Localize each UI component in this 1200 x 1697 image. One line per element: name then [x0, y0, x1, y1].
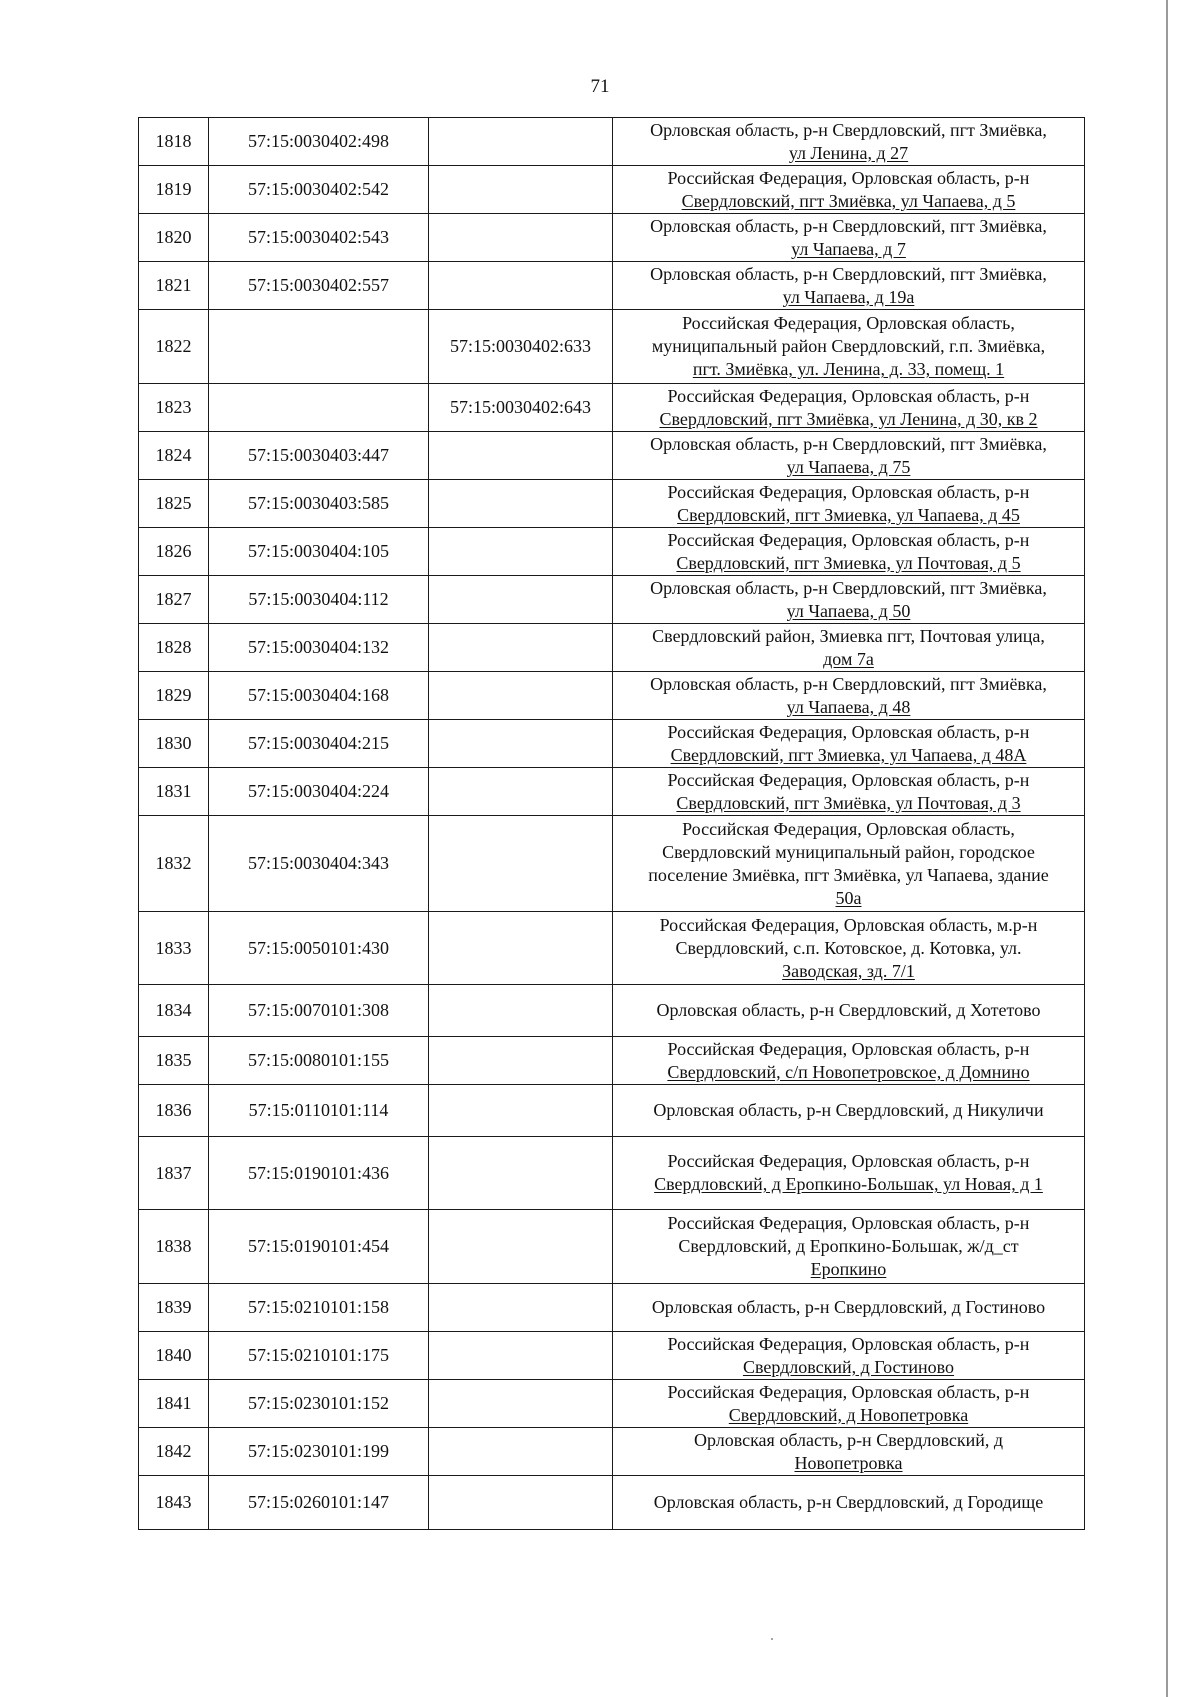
scan-speck: [771, 1638, 773, 1640]
address-line: Орловская область, р-н Свердловский, пгт Змиёвка,: [650, 119, 1047, 140]
address-cell: [613, 624, 1085, 672]
address-line: ул Чапаева, д 50: [786, 600, 911, 621]
cadastral-number-secondary: [429, 1380, 613, 1428]
cadastral-number-secondary: [429, 214, 613, 262]
page-edge-rule: [1166, 0, 1168, 1697]
row-number: 1822: [139, 310, 209, 384]
row-number: 1819: [139, 166, 209, 214]
cadastral-number: 57:15:0030402:542: [209, 166, 429, 214]
address-line: 50а: [835, 887, 862, 908]
address-line: Российская Федерация, Орловская область, р-н: [667, 769, 1030, 790]
table-row: [139, 214, 1085, 262]
address-line: Орловская область, р-н Свердловский, пгт Змиёвка,: [650, 433, 1047, 454]
address-cell: [613, 118, 1085, 166]
cadastral-number: 57:15:0210101:175: [209, 1332, 429, 1380]
address-line: Российская Федерация, Орловская область, р-н: [667, 1151, 1030, 1171]
cadastral-number: 57:15:0190101:454: [209, 1210, 429, 1284]
row-number: 1831: [139, 768, 209, 816]
address-line: Российская Федерация, Орловская область,: [682, 313, 1015, 333]
table-row: [139, 1332, 1085, 1380]
row-number: 1824: [139, 432, 209, 480]
address-line: Свердловский, пгт Змиёвка, ул Чапаева, д 5: [681, 190, 1016, 211]
address-line: Орловская область, р-н Свердловский, д Хотетово: [656, 1000, 1041, 1020]
cadastral-number-secondary: [429, 118, 613, 166]
row-number: 1818: [139, 118, 209, 166]
cadastral-number-secondary: [429, 432, 613, 480]
cadastral-number: 57:15:0030404:168: [209, 672, 429, 720]
cadastral-number: 57:15:0030404:112: [209, 576, 429, 624]
table-row: [139, 624, 1085, 672]
cadastral-number-secondary: [429, 720, 613, 768]
row-number: 1833: [139, 912, 209, 985]
cadastral-number-secondary: [429, 1210, 613, 1284]
table-row: [139, 1284, 1085, 1332]
address-line: Орловская область, р-н Свердловский, д: [693, 1429, 1004, 1450]
address-line: дом 7а: [823, 648, 874, 669]
table-row: [139, 816, 1085, 912]
table-row: [139, 1137, 1085, 1210]
row-number: 1828: [139, 624, 209, 672]
cadastral-number-secondary: [429, 576, 613, 624]
row-number: 1820: [139, 214, 209, 262]
address-line: Орловская область, р-н Свердловский, пгт Змиёвка,: [650, 263, 1047, 284]
address-line: Орловская область, р-н Свердловский, д Гостиново: [651, 1297, 1046, 1317]
address-cell: [613, 720, 1085, 768]
table-row: [139, 1428, 1085, 1476]
row-number: 1836: [139, 1085, 209, 1137]
address-line: Российская Федерация, Орловская область, р-н: [667, 721, 1030, 742]
cadastral-number: 57:15:0230101:152: [209, 1380, 429, 1428]
table-row: [139, 1380, 1085, 1428]
address-line: пгт. Змиёвка, ул. Ленина, д. 33, помещ. 1: [692, 359, 1005, 379]
row-number: 1830: [139, 720, 209, 768]
cadastral-number: 57:15:0260101:147: [209, 1476, 429, 1530]
address-cell: [613, 912, 1085, 985]
row-number: 1826: [139, 528, 209, 576]
table-row: [139, 480, 1085, 528]
address-line: ул Ленина, д 27: [788, 142, 909, 163]
cadastral-number-secondary: [429, 912, 613, 985]
table-row: [139, 1085, 1085, 1137]
table-row: [139, 912, 1085, 985]
address-line: Российская Федерация, Орловская область, р-н: [667, 1038, 1030, 1059]
cadastral-number-secondary: 57:15:0030402:633: [429, 310, 613, 384]
row-number: 1841: [139, 1380, 209, 1428]
table-row: [139, 985, 1085, 1037]
address-cell: [613, 1137, 1085, 1210]
cadastral-number: 57:15:0210101:158: [209, 1284, 429, 1332]
cadastral-number-secondary: [429, 816, 613, 912]
cadastral-number: 57:15:0030403:447: [209, 432, 429, 480]
table-row: [139, 310, 1085, 384]
cadastral-number: 57:15:0030403:585: [209, 480, 429, 528]
cadastral-number-secondary: [429, 1284, 613, 1332]
address-cell: [613, 262, 1085, 310]
cadastral-number: 57:15:0030402:498: [209, 118, 429, 166]
row-number: 1843: [139, 1476, 209, 1530]
row-number: 1825: [139, 480, 209, 528]
address-line: Свердловский, пгт Змиёвка, ул Ленина, д 30, кв 2: [659, 408, 1038, 429]
table-row: [139, 384, 1085, 432]
row-number: 1823: [139, 384, 209, 432]
cadastral-number-secondary: [429, 624, 613, 672]
address-line: Российская Федерация, Орловская область, р-н: [667, 529, 1030, 550]
address-cell: [613, 985, 1085, 1037]
cadastral-number-secondary: [429, 1085, 613, 1137]
address-cell: [613, 384, 1085, 432]
address-line: ул Чапаева, д 75: [786, 456, 911, 477]
address-line: Российская Федерация, Орловская область, р-н: [667, 1213, 1030, 1233]
address-cell: [613, 768, 1085, 816]
address-line: Свердловский, с.п. Котовское, д. Котовка, ул.: [675, 937, 1022, 958]
address-line: Российская Федерация, Орловская область, р-н: [667, 385, 1030, 406]
table-row: [139, 672, 1085, 720]
cadastral-number: 57:15:0230101:199: [209, 1428, 429, 1476]
cadastral-number: 57:15:0030402:557: [209, 262, 429, 310]
row-number: 1838: [139, 1210, 209, 1284]
address-cell: [613, 310, 1085, 384]
address-line: Российская Федерация, Орловская область,: [682, 818, 1015, 839]
table-row: [139, 118, 1085, 166]
cadastral-number: 57:15:0030404:105: [209, 528, 429, 576]
address-line: Свердловский, д Еропкино-Большак, ж/д_ст: [678, 1236, 1019, 1256]
address-cell: [613, 1085, 1085, 1137]
table-row: [139, 576, 1085, 624]
cadastral-number: 57:15:0080101:155: [209, 1037, 429, 1085]
table-row: [139, 262, 1085, 310]
cadastral-number: [209, 310, 429, 384]
cadastral-number-secondary: [429, 262, 613, 310]
table-row: [139, 166, 1085, 214]
cadastral-number-secondary: [429, 1137, 613, 1210]
cadastral-number: 57:15:0030404:215: [209, 720, 429, 768]
address-line: Свердловский район, Змиевка пгт, Почтовая улица,: [652, 625, 1045, 646]
cadastral-table: [138, 117, 1085, 1530]
address-line: Орловская область, р-н Свердловский, пгт Змиёвка,: [650, 673, 1047, 694]
cadastral-number-secondary: [429, 768, 613, 816]
address-cell: [613, 1284, 1085, 1332]
cadastral-number-secondary: [429, 166, 613, 214]
address-line: Российская Федерация, Орловская область, р-н: [667, 167, 1030, 188]
row-number: 1837: [139, 1137, 209, 1210]
cadastral-number-secondary: [429, 528, 613, 576]
address-line: муниципальный район Свердловский, г.п. Змиёвка,: [651, 336, 1046, 356]
address-cell: [613, 214, 1085, 262]
address-line: Орловская область, р-н Свердловский, пгт Змиёвка,: [650, 215, 1047, 236]
row-number: 1835: [139, 1037, 209, 1085]
cadastral-table-body: [139, 118, 1085, 1530]
address-cell: [613, 1037, 1085, 1085]
cadastral-number: 57:15:0110101:114: [209, 1085, 429, 1137]
address-cell: [613, 1380, 1085, 1428]
address-line: Российская Федерация, Орловская область, м.р-н: [659, 914, 1038, 935]
cadastral-number-secondary: [429, 1037, 613, 1085]
table-row: [139, 720, 1085, 768]
address-line: ул Чапаева, д 48: [786, 696, 911, 717]
address-cell: [613, 528, 1085, 576]
address-line: поселение Змиёвка, пгт Змиёвка, ул Чапаева, здание: [648, 864, 1049, 885]
cadastral-number-secondary: [429, 1332, 613, 1380]
address-cell: [613, 432, 1085, 480]
row-number: 1834: [139, 985, 209, 1037]
address-cell: [613, 1210, 1085, 1284]
address-line: Свердловский, пгт Змиевка, ул Чапаева, д 48А: [670, 744, 1027, 765]
address-line: Свердловский, пгт Змиевка, ул Чапаева, д 45: [677, 504, 1020, 525]
cadastral-number: 57:15:0190101:436: [209, 1137, 429, 1210]
row-number: 1839: [139, 1284, 209, 1332]
address-line: Российская Федерация, Орловская область, р-н: [667, 1333, 1030, 1354]
address-line: ул Чапаева, д 19а: [782, 286, 915, 307]
address-cell: [613, 166, 1085, 214]
address-cell: [613, 1476, 1085, 1530]
address-line: Орловская область, р-н Свердловский, пгт Змиёвка,: [650, 577, 1047, 598]
cadastral-number: 57:15:0070101:308: [209, 985, 429, 1037]
cadastral-number-secondary: [429, 985, 613, 1037]
table-row: [139, 1210, 1085, 1284]
row-number: 1840: [139, 1332, 209, 1380]
row-number: 1829: [139, 672, 209, 720]
address-line: Заводская, зд. 7/1: [782, 960, 915, 981]
address-cell: [613, 480, 1085, 528]
address-line: Свердловский, пгт Змиевка, ул Почтовая, д 5: [676, 552, 1021, 573]
address-line: Свердловский муниципальный район, городское: [662, 841, 1035, 862]
address-line: ул Чапаева, д 7: [791, 238, 906, 259]
address-line: Российская Федерация, Орловская область, р-н: [667, 481, 1030, 502]
cadastral-number-secondary: [429, 1428, 613, 1476]
table-row: [139, 528, 1085, 576]
address-line: Российская Федерация, Орловская область, р-н: [667, 1381, 1030, 1402]
cadastral-number: [209, 384, 429, 432]
cadastral-number-secondary: 57:15:0030402:643: [429, 384, 613, 432]
cadastral-number: 57:15:0030404:224: [209, 768, 429, 816]
page-number: 71: [590, 76, 610, 97]
address-line: Новопетровка: [794, 1452, 903, 1473]
cadastral-number: 57:15:0030404:132: [209, 624, 429, 672]
address-line: Свердловский, д Еропкино-Большак, ул Новая, д 1: [654, 1174, 1043, 1194]
address-cell: [613, 672, 1085, 720]
address-line: Свердловский, с/п Новопетровское, д Домнино: [667, 1061, 1030, 1082]
table-row: [139, 1037, 1085, 1085]
cadastral-number-secondary: [429, 480, 613, 528]
cadastral-number: 57:15:0050101:430: [209, 912, 429, 985]
cadastral-number-secondary: [429, 672, 613, 720]
address-line: Свердловский, пгт Змиёвка, ул Почтовая, д 3: [676, 792, 1021, 813]
row-number: 1827: [139, 576, 209, 624]
table-row: [139, 432, 1085, 480]
cadastral-number: 57:15:0030404:343: [209, 816, 429, 912]
table-row: [139, 768, 1085, 816]
address-line: Орловская область, р-н Свердловский, д Никуличи: [653, 1100, 1044, 1120]
row-number: 1832: [139, 816, 209, 912]
row-number: 1842: [139, 1428, 209, 1476]
address-line: Орловская область, р-н Свердловский, д Городище: [653, 1492, 1044, 1512]
address-line: Еропкино: [810, 1259, 887, 1279]
cadastral-number: 57:15:0030402:543: [209, 214, 429, 262]
table-row: [139, 1476, 1085, 1530]
address-cell: [613, 1332, 1085, 1380]
address-cell: [613, 1428, 1085, 1476]
address-line: Свердловский, д Новопетровка: [728, 1404, 969, 1425]
row-number: 1821: [139, 262, 209, 310]
address-cell: [613, 816, 1085, 912]
cadastral-number-secondary: [429, 1476, 613, 1530]
address-line: Свердловский, д Гостиново: [742, 1356, 955, 1377]
address-cell: [613, 576, 1085, 624]
